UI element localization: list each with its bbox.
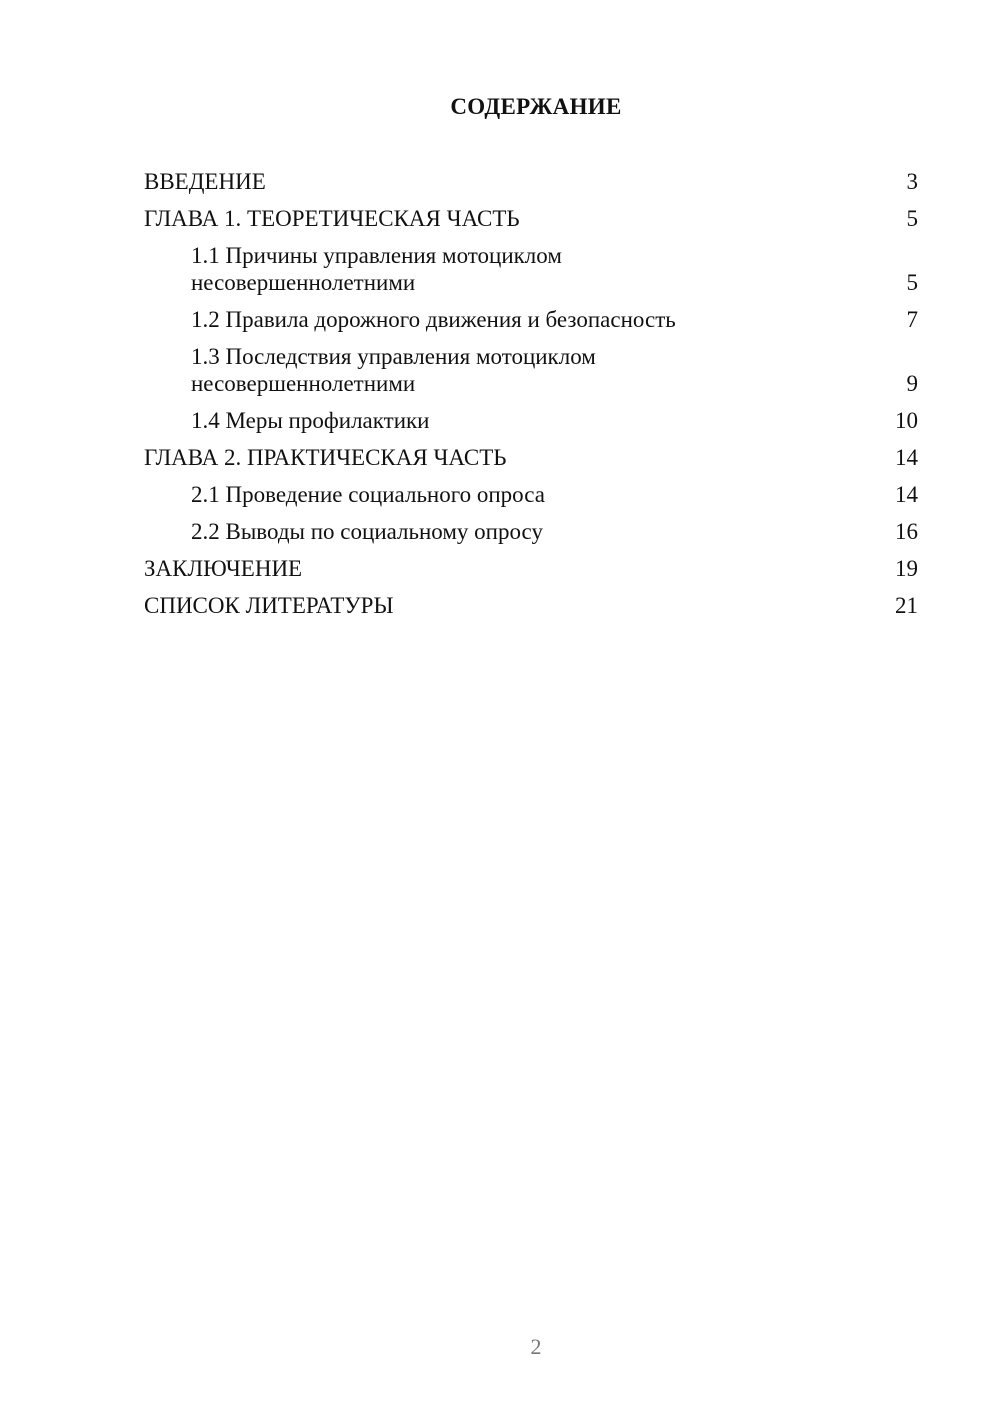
toc-entry-section-1-4[interactable] (144, 407, 918, 434)
toc-entry-title: 1.4 Меры профилактики (191, 408, 430, 433)
toc-entry-title: ГЛАВА 1. ТЕОРЕТИЧЕСКАЯ ЧАСТЬ (144, 206, 520, 231)
page-title: СОДЕРЖАНИЕ (450, 94, 622, 119)
toc-entry-page: 5 (906, 206, 918, 231)
toc-entry-page: 16 (895, 519, 918, 544)
toc-entry-page: 21 (895, 593, 918, 618)
toc-entry-title: ГЛАВА 2. ПРАКТИЧЕСКАЯ ЧАСТЬ (144, 445, 507, 470)
toc-entry-title: 2.1 Проведение социального опроса (191, 482, 545, 507)
toc-entry-page: 14 (895, 482, 918, 507)
toc-entry-section-2-1[interactable] (144, 481, 918, 508)
toc-entry-chapter-1[interactable] (144, 205, 918, 232)
toc-entry-conclusion[interactable] (144, 555, 918, 582)
toc-entry-title: 1.3 Последствия управления мотоциклом несовершеннолетними (191, 344, 596, 396)
toc-entry-title: 1.1 Причины управления мотоциклом несовершеннолетними (191, 243, 562, 295)
toc-entry-page: 19 (895, 556, 918, 581)
toc-entry-page: 10 (895, 408, 918, 433)
toc-entry-title: СПИСОК ЛИТЕРАТУРЫ (144, 593, 394, 618)
toc-entry-section-1-2[interactable] (144, 306, 918, 333)
toc-entry-title: 1.2 Правила дорожного движения и безопасность (191, 307, 676, 332)
toc-entry-introduction[interactable] (144, 168, 918, 195)
table-of-contents (144, 168, 918, 629)
page-number: 2 (530, 1334, 542, 1359)
toc-entry-page: 9 (906, 371, 918, 396)
toc-entry-title: ВВЕДЕНИЕ (144, 169, 266, 194)
toc-entry-chapter-2[interactable] (144, 444, 918, 471)
toc-entry-page: 5 (906, 270, 918, 295)
toc-entry-page: 7 (906, 307, 918, 332)
toc-entry-section-1-1[interactable] (144, 242, 918, 296)
toc-entry-references[interactable] (144, 592, 918, 619)
toc-entry-page: 14 (895, 445, 918, 470)
toc-entry-title: 2.2 Выводы по социальному опросу (191, 519, 543, 544)
toc-entry-page: 3 (906, 169, 918, 194)
toc-entry-title: ЗАКЛЮЧЕНИЕ (144, 556, 303, 581)
toc-entry-section-1-3[interactable] (144, 343, 918, 397)
toc-entry-section-2-2[interactable] (144, 518, 918, 545)
